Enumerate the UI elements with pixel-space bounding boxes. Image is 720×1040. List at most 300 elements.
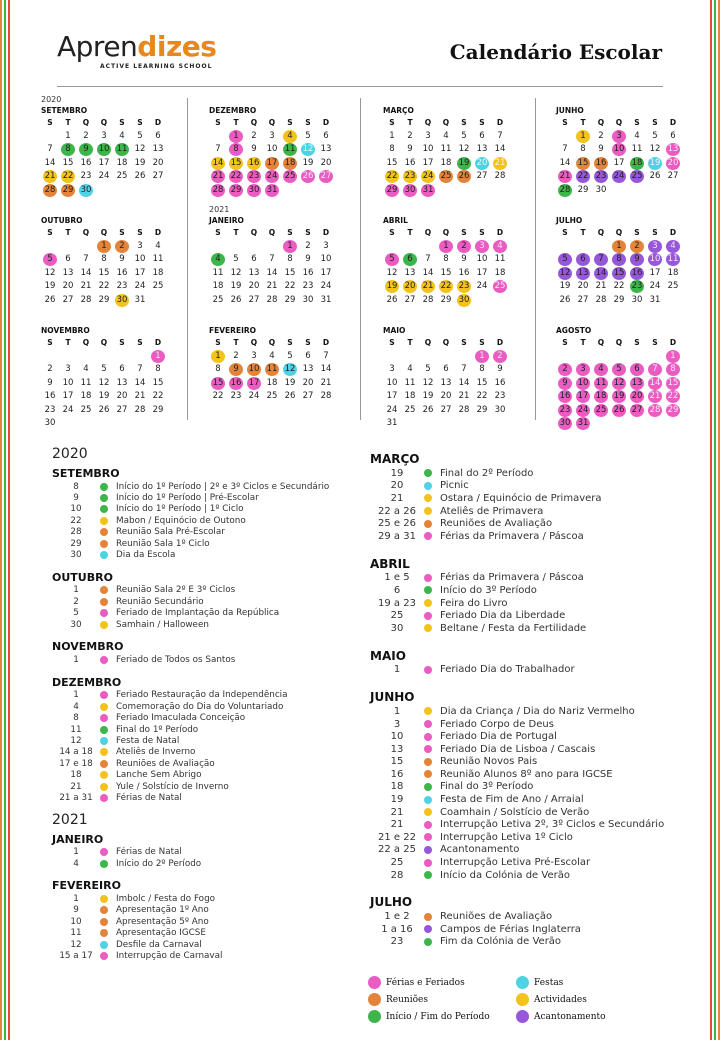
event-date: 12 (70, 735, 82, 746)
event-category-dot (424, 796, 432, 804)
day-number: 23 (44, 404, 56, 415)
day-cell (473, 143, 491, 157)
event-category-dot (100, 726, 108, 734)
event-category-dot (100, 952, 108, 960)
event-category-dot (424, 586, 432, 594)
weekday-header: S (479, 338, 485, 347)
day-cell (664, 377, 682, 391)
left-decorative-stripes (0, 0, 10, 1040)
day-number: 12 (422, 377, 434, 388)
day-number: 26 (230, 294, 242, 305)
empty-cell (227, 240, 245, 254)
day-cell (299, 280, 317, 294)
marked-day: 22 (62, 171, 74, 181)
day-cell (556, 294, 574, 308)
event-description: Feriado de Todos os Santos (116, 654, 236, 665)
day-cell (245, 184, 263, 198)
day-cell (437, 130, 455, 144)
event-description: Feriado Restauração da Independência (116, 690, 288, 701)
marked-day: 13 (631, 377, 643, 388)
day-number: 28 (595, 294, 607, 305)
day-cell (263, 267, 281, 281)
empty-cell (209, 130, 227, 144)
section-gap (370, 881, 664, 887)
day-cell (383, 184, 401, 198)
weekday-header: Q (250, 228, 258, 237)
marked-day: 10 (98, 144, 110, 154)
weekday-header: D (669, 338, 677, 347)
day-number: 21 (134, 391, 146, 401)
day-number: 15 (386, 157, 398, 168)
legend-color-dot (368, 976, 381, 989)
day-cell (401, 130, 419, 144)
day-cell (473, 253, 491, 267)
day-number: 4 (83, 364, 89, 374)
event-category-dot (100, 906, 108, 914)
day-cell (113, 170, 131, 184)
weekday-header: S (461, 338, 467, 347)
day-number: 27 (152, 171, 164, 181)
event-row (52, 481, 329, 492)
day-cell (263, 294, 281, 308)
event-description: Feriado Corpo de Deus (440, 718, 554, 730)
day-cell (455, 390, 473, 404)
events-year: 2021 (52, 811, 88, 828)
day-cell (437, 390, 455, 404)
day-number: 8 (155, 364, 161, 374)
day-number: 22 (152, 391, 164, 401)
weekday-header: Q (268, 228, 276, 237)
day-cell (59, 404, 77, 418)
day-number: 3 (251, 350, 257, 361)
events-month: JUNHO (370, 690, 415, 705)
day-cell (77, 294, 95, 308)
weekday-header: S (634, 338, 640, 347)
marked-day: 26 (302, 171, 314, 181)
day-cell (664, 404, 682, 418)
day-number: 19 (422, 391, 434, 401)
day-cell (95, 253, 113, 267)
marked-day: 1 (211, 350, 225, 363)
month-name: NOVEMBRO (41, 326, 90, 335)
day-cell (209, 170, 227, 184)
day-cell (149, 377, 167, 391)
events-month: JANEIRO (52, 832, 104, 846)
day-number: 21 (80, 281, 92, 291)
day-number: 7 (83, 254, 89, 264)
event-date: 1 (73, 690, 79, 701)
events-list-right (370, 444, 664, 954)
day-cell (209, 377, 227, 391)
month-name: FEVEREIRO (209, 326, 257, 335)
empty-cell (401, 350, 419, 364)
day-cell (281, 170, 299, 184)
event-date: 22 (70, 515, 82, 526)
day-cell (41, 267, 59, 281)
day-cell (245, 280, 263, 294)
marked-day: 10 (248, 364, 260, 374)
month-calendar (209, 204, 335, 311)
day-cell (592, 184, 610, 198)
month-calendar (556, 314, 682, 434)
month-grid (556, 336, 682, 431)
marked-day: 26 (458, 171, 470, 181)
calendar-column-4 (556, 94, 682, 437)
day-cell (59, 390, 77, 404)
day-number: 17 (613, 157, 625, 168)
marked-day: 1 (97, 240, 111, 253)
logo-text-a: Apren (57, 30, 138, 63)
marked-day: 6 (576, 253, 590, 266)
day-number: 14 (44, 157, 56, 168)
day-cell (628, 404, 646, 418)
weekday-header: T (407, 338, 413, 347)
day-cell (95, 143, 113, 157)
marked-day: 21 (44, 171, 56, 181)
weekday-header: S (634, 118, 640, 127)
day-number: 12 (458, 144, 470, 154)
weekday-header: Q (268, 338, 276, 347)
day-number: 29 (613, 294, 625, 305)
empty-cell (41, 350, 59, 364)
day-number: 29 (284, 294, 296, 305)
day-cell (209, 280, 227, 294)
weekday-header: Q (424, 118, 432, 127)
calendar-year-spacer (41, 204, 167, 215)
marked-day: 14 (212, 157, 224, 168)
day-number: 3 (389, 364, 395, 374)
day-number: 10 (476, 254, 488, 264)
day-cell (77, 404, 95, 418)
weekday-header: S (389, 118, 395, 127)
day-cell (245, 170, 263, 184)
day-number: 19 (44, 281, 56, 291)
day-cell (209, 294, 227, 308)
empty-cell (77, 240, 95, 254)
section-gap (52, 962, 329, 968)
event-description: Feriado Imaculada Conceição (116, 713, 246, 724)
day-number: 19 (284, 377, 296, 388)
day-cell (628, 130, 646, 144)
day-cell (491, 130, 509, 144)
weekday-header: Q (597, 118, 605, 127)
empty-cell (574, 350, 592, 364)
marked-day: 24 (613, 171, 625, 181)
marked-day: 13 (667, 144, 679, 154)
day-number: 5 (461, 130, 467, 141)
day-cell (209, 253, 227, 267)
event-description: Dia da Escola (116, 550, 176, 561)
day-number: 21 (595, 281, 607, 291)
marked-day: 9 (558, 377, 572, 390)
marked-day: 30 (404, 184, 416, 195)
event-description: Reunião Sala 2º E 3º Ciclos (116, 585, 236, 596)
weekday-header: D (154, 118, 162, 127)
marked-day: 4 (493, 240, 507, 253)
day-cell (401, 253, 419, 267)
marked-day: 6 (630, 363, 644, 376)
day-number: 14 (422, 267, 434, 278)
day-cell (77, 184, 95, 198)
event-date: 11 (70, 724, 82, 735)
day-cell (245, 377, 263, 391)
day-number: 18 (80, 391, 92, 401)
column-divider (360, 98, 361, 420)
day-cell (491, 377, 509, 391)
marked-day: 2 (493, 350, 507, 363)
day-cell (281, 267, 299, 281)
day-cell (628, 240, 646, 254)
month-grid (383, 336, 509, 431)
event-description: Reunião Novos Pais (440, 756, 538, 768)
day-number: 5 (305, 130, 311, 141)
day-cell (77, 253, 95, 267)
marked-day: 24 (422, 171, 434, 181)
weekday-header: S (562, 228, 568, 237)
day-number: 29 (476, 404, 488, 415)
event-category-dot (424, 599, 432, 607)
day-cell (473, 280, 491, 294)
day-cell (209, 390, 227, 404)
weekday-header: D (669, 118, 677, 127)
weekday-header: S (215, 338, 221, 347)
day-cell (556, 417, 574, 431)
day-number: 27 (248, 294, 260, 305)
day-cell (419, 184, 437, 198)
legend-color-dot (368, 1010, 381, 1023)
marked-day: 1 (666, 350, 680, 363)
day-number: 19 (230, 281, 242, 291)
event-category-dot (100, 494, 108, 502)
marked-day: 25 (631, 171, 643, 181)
marked-day: 12 (284, 364, 296, 374)
empty-cell (437, 350, 455, 364)
event-row (370, 743, 664, 756)
day-cell (263, 363, 281, 377)
weekday-header: Q (615, 118, 623, 127)
day-cell (317, 253, 335, 267)
day-number: 18 (212, 281, 224, 291)
day-number: 6 (443, 364, 449, 374)
empty-cell (592, 350, 610, 364)
marked-day: 29 (230, 184, 242, 195)
event-description: Início do 3º Período (440, 584, 537, 596)
day-number: 20 (577, 281, 589, 291)
event-row (370, 467, 664, 480)
day-number: 1 (389, 130, 395, 141)
day-cell (95, 377, 113, 391)
marked-day: 30 (458, 294, 470, 305)
day-number: 11 (80, 377, 92, 388)
marked-day: 24 (266, 171, 278, 181)
event-description: Final do 1º Período (116, 724, 199, 735)
day-cell (592, 390, 610, 404)
day-cell (77, 280, 95, 294)
marked-day: 29 (667, 404, 679, 415)
day-cell (574, 280, 592, 294)
day-cell (401, 404, 419, 418)
day-cell (299, 294, 317, 308)
weekday-header: T (65, 338, 71, 347)
day-number: 17 (386, 391, 398, 401)
day-number: 25 (266, 391, 278, 401)
day-cell (317, 390, 335, 404)
event-date: 13 (390, 743, 404, 755)
day-number: 31 (320, 294, 332, 305)
day-cell (149, 350, 167, 364)
event-description: Final do 3º Período (440, 781, 534, 793)
event-category-dot (100, 860, 108, 868)
marked-day: 8 (612, 253, 626, 266)
day-number: 13 (62, 267, 74, 278)
marked-day: 2 (630, 240, 644, 253)
empty-cell (646, 350, 664, 364)
day-number: 27 (667, 171, 679, 181)
event-date: 1 e 5 (384, 572, 410, 584)
day-number: 8 (215, 364, 221, 374)
event-row (370, 622, 664, 635)
day-number: 14 (494, 144, 506, 154)
day-number: 9 (461, 254, 467, 264)
weekday-header: T (580, 338, 586, 347)
day-number: 26 (44, 294, 56, 305)
day-cell (317, 280, 335, 294)
event-category-dot (100, 540, 108, 548)
day-cell (59, 170, 77, 184)
event-description: Início da Colónia de Verão (440, 869, 570, 881)
event-date: 20 (390, 480, 404, 492)
day-cell (95, 130, 113, 144)
weekday-header: Q (100, 228, 108, 237)
marked-day: 13 (577, 267, 589, 278)
marked-day: 1 (439, 240, 453, 253)
month-calendar (383, 94, 509, 201)
weekday-header: S (652, 118, 658, 127)
day-cell (455, 157, 473, 171)
day-cell (419, 143, 437, 157)
day-cell (245, 157, 263, 171)
day-cell (41, 184, 59, 198)
month-calendar (41, 94, 167, 201)
day-cell (491, 363, 509, 377)
marked-day: 22 (667, 391, 679, 401)
marked-day: 5 (385, 253, 399, 266)
empty-cell (419, 350, 437, 364)
event-description: Samhain / Halloween (116, 619, 209, 630)
day-cell (401, 363, 419, 377)
day-number: 3 (137, 240, 143, 251)
marked-day: 16 (631, 267, 643, 278)
marked-day: 20 (404, 281, 416, 291)
month-calendar (383, 204, 509, 311)
day-number: 5 (137, 130, 143, 141)
logo-text-b: dizes (137, 30, 217, 63)
day-cell (437, 363, 455, 377)
weekday-header: S (305, 118, 311, 127)
weekday-header: D (496, 338, 504, 347)
empty-cell (41, 240, 59, 254)
empty-cell (419, 240, 437, 254)
empty-cell (383, 350, 401, 364)
weekday-header: S (287, 338, 293, 347)
day-number: 27 (404, 294, 416, 305)
day-cell (59, 267, 77, 281)
day-cell (610, 404, 628, 418)
day-cell (245, 143, 263, 157)
event-category-dot (424, 507, 432, 515)
marked-day: 5 (612, 363, 626, 376)
day-cell (41, 404, 59, 418)
month-grid (383, 116, 509, 197)
weekday-header: S (305, 338, 311, 347)
day-number: 23 (494, 391, 506, 401)
weekday-header: S (389, 338, 395, 347)
day-number: 2 (598, 130, 604, 141)
day-cell (610, 240, 628, 254)
weekday-header: Q (442, 338, 450, 347)
weekday-header: T (580, 118, 586, 127)
marked-day: 28 (559, 184, 571, 195)
event-description: Início do 1º Período | Pré-Escolar (116, 493, 259, 504)
day-number: 9 (251, 144, 257, 154)
event-date: 5 (73, 608, 79, 619)
day-number: 16 (404, 157, 416, 168)
event-description: Interrupção Letiva 2º, 3º Ciclos e Secundário (440, 819, 665, 831)
day-cell (95, 363, 113, 377)
marked-day: 7 (648, 363, 662, 376)
event-date: 19 (390, 467, 404, 479)
legend-label: Festas (534, 977, 564, 988)
month-grid (209, 336, 335, 404)
month-grid (556, 226, 682, 307)
day-number: 30 (494, 404, 506, 415)
event-row (370, 793, 664, 806)
legend-item (516, 993, 636, 1006)
day-number: 8 (287, 254, 293, 264)
month-calendar (556, 94, 682, 201)
day-number: 2 (305, 240, 311, 251)
header-divider (57, 86, 663, 87)
event-description: Ostara / Equinócio de Primavera (440, 492, 602, 504)
day-cell (59, 377, 77, 391)
event-date: 21 e 22 (378, 831, 416, 843)
day-cell (491, 143, 509, 157)
event-description: Acantonamento (440, 844, 520, 856)
event-row (370, 505, 664, 518)
events-list-left (52, 444, 329, 968)
marked-day: 20 (476, 157, 488, 168)
marked-day: 27 (320, 171, 332, 181)
day-cell (646, 294, 664, 308)
weekday-header: D (322, 118, 330, 127)
event-date: 18 (70, 770, 82, 781)
day-number: 16 (458, 267, 470, 278)
event-description: Coamhain / Solstício de Verão (440, 806, 590, 818)
day-number: 15 (440, 267, 452, 278)
event-description: Apresentação 5º Ano (116, 916, 209, 927)
day-number: 24 (248, 391, 260, 401)
day-number: 28 (320, 391, 332, 401)
month-calendar (383, 314, 509, 434)
event-row (52, 527, 329, 538)
event-description: Festa de Fim de Ano / Arraial (440, 794, 584, 806)
day-cell (664, 280, 682, 294)
event-row (370, 530, 664, 543)
day-cell (245, 363, 263, 377)
day-cell (227, 157, 245, 171)
marked-day: 10 (613, 144, 625, 154)
event-category-dot (100, 609, 108, 617)
